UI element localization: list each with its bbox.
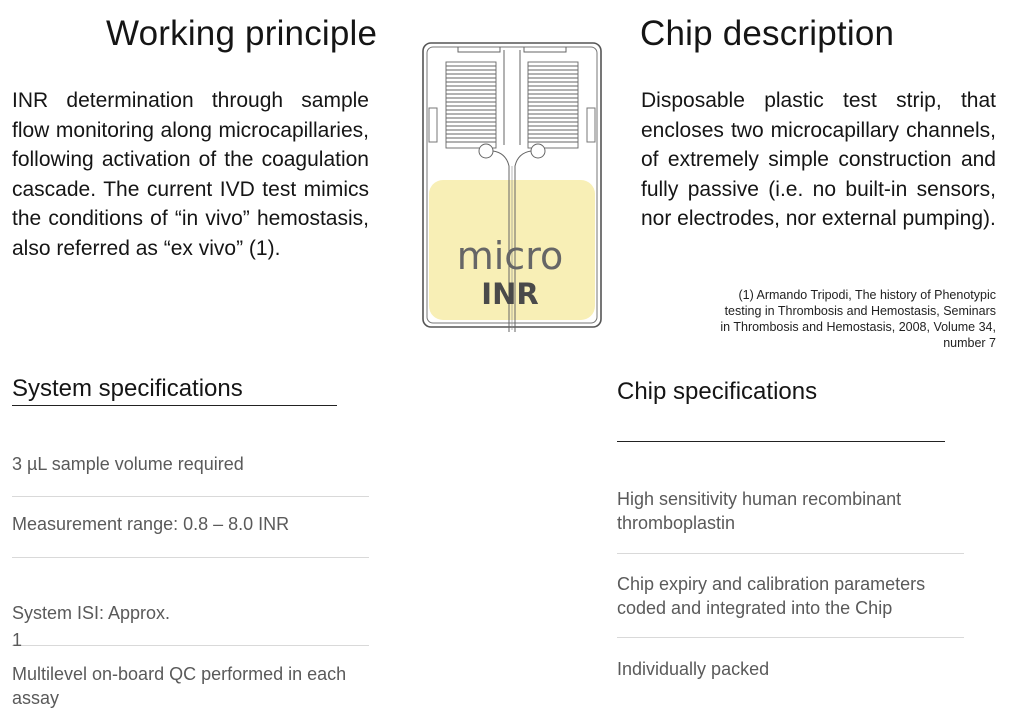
- working-principle-title: Working principle: [106, 14, 378, 53]
- system-specifications-title: System specifications: [12, 375, 243, 402]
- system-specifications-list: [12, 440, 369, 726]
- chip-specifications-list: [617, 476, 964, 688]
- chip-spec-item: Individually packed: [617, 659, 770, 679]
- citation: (1) Armando Tripodi, The history of Phenotypic testing in Thrombosis and Hemostasis, Seminars in Thrombosis and Hemostasis, 2008, Volume 34, number 7: [720, 288, 996, 350]
- chip-description-title: Chip description: [640, 14, 895, 53]
- working-principle-text: INR determination through sample flow monitoring along microcapillaries, following activation of the coagulation cascade. The current IVD test mimics the conditions of “in vivo” hemostasis, also referred as “ex vivo” (1).: [12, 89, 369, 260]
- system-spec-item: Multilevel on-board QC performed in each assay: [12, 664, 347, 708]
- chip-specifications-underline: [617, 441, 945, 442]
- system-spec-item: Measurement range: 0.8 – 8.0 INR: [12, 497, 369, 558]
- chip-illustration: [420, 40, 604, 332]
- system-specifications-underline: [12, 405, 337, 406]
- chip-specifications-title: Chip specifications: [617, 378, 818, 405]
- chip-label-micro: micro: [456, 234, 564, 278]
- chip-label-inr: INR: [481, 277, 539, 311]
- chip-spec-item: High sensitivity human recombinant thromboplastin: [617, 476, 964, 554]
- system-spec-item: 3 µL sample volume required: [12, 440, 369, 497]
- chip-description-text: Disposable plastic test strip, that encloses two microcapillary channels, of extremely simple construction and fully passive (i.e. no built-in sensors, nor electrodes, nor external pumping).: [641, 89, 996, 230]
- system-spec-item: System ISI: Approx. 1: [12, 558, 369, 646]
- chip-spec-item: Chip expiry and calibration parameters coded and integrated into the Chip: [617, 554, 964, 638]
